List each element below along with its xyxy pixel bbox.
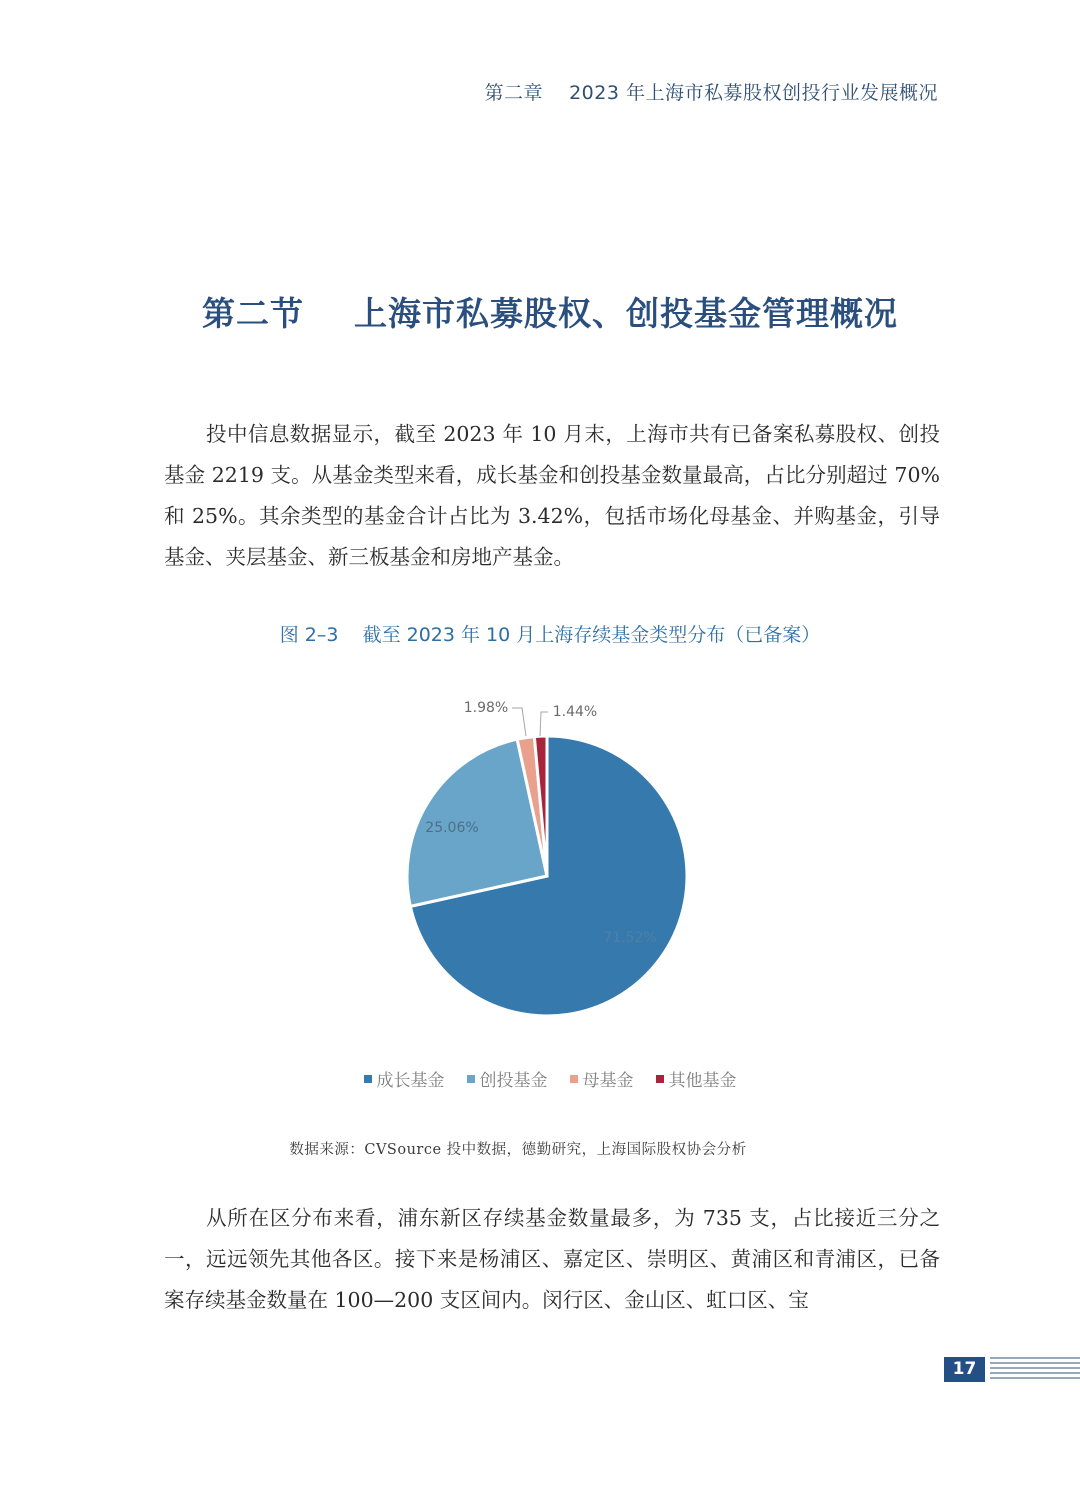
section-title: 第二节 上海市私募股权、创投基金管理概况 <box>202 294 898 333</box>
legend-item-vc <box>467 1066 548 1091</box>
chart-legend <box>0 1066 1080 1091</box>
label-other: 1.44% <box>552 704 598 720</box>
leader-line-other <box>540 712 548 736</box>
legend-swatch-icon <box>656 1075 664 1083</box>
paragraph-1: 投中信息数据显示，截至 2023 年 10 月末，上海市共有已备案私募股权、创投基金 2219 支。从基金类型来看，成长基金和创投基金数量最高，占比分别超过 70% 和 25%。其余类型的基金合计占比为 3.42%，包括市场化母基金、并购基金，引导基金、夹层基金、新三板基金和房地产基金。 <box>164 422 940 569</box>
legend-label: 创投基金 <box>479 1071 548 1091</box>
page-decoration-lines <box>990 1357 1080 1382</box>
pie-chart <box>0 660 1080 1080</box>
legend-item-growth <box>364 1066 445 1091</box>
label-growth: 71.52% <box>603 930 657 946</box>
legend-swatch-icon <box>364 1075 372 1083</box>
pie-slices <box>407 736 687 1016</box>
running-header: 第二章 2023 年上海市私募股权创投行业发展概况 <box>484 82 938 104</box>
legend-label: 成长基金 <box>376 1071 445 1091</box>
data-source-note: 数据来源：CVSource 投中数据，德勤研究，上海国际股权协会分析 <box>289 1142 747 1158</box>
legend-label: 母基金 <box>582 1071 634 1091</box>
label-vc: 25.06% <box>425 820 479 836</box>
label-fof: 1.98% <box>463 700 509 716</box>
figure-title: 图 2–3 截至 2023 年 10 月上海存续基金类型分布（已备案） <box>279 624 821 646</box>
legend-swatch-icon <box>467 1075 475 1083</box>
legend-item-other <box>656 1066 737 1091</box>
legend-swatch-icon <box>570 1075 578 1083</box>
page-number: 17 <box>944 1357 985 1382</box>
legend-item-fof <box>570 1066 634 1091</box>
paragraph-2: 从所在区分布来看，浦东新区存续基金数量最多，为 735 支，占比接近三分之一，远远领先其他各区。接下来是杨浦区、嘉定区、崇明区、黄浦区和青浦区，已备案存续基金数量在 100—200 支区间内。闵行区、金山区、虹口区、宝 <box>164 1206 940 1312</box>
legend-label: 其他基金 <box>668 1071 737 1091</box>
leader-line-fof <box>512 708 526 736</box>
